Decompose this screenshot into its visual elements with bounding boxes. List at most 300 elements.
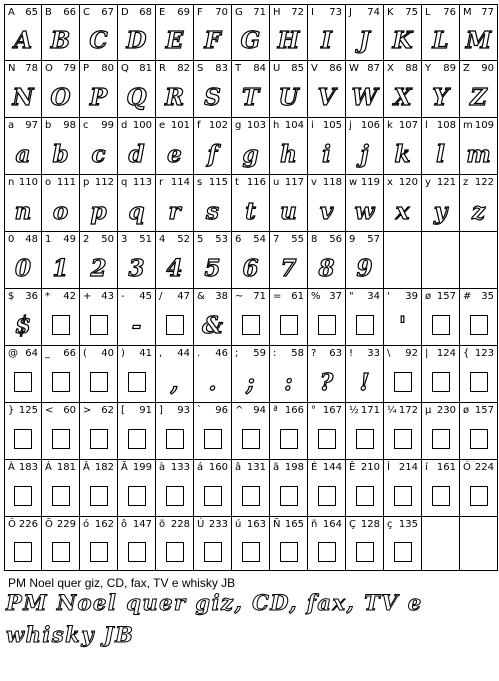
missing-glyph-box-icon	[128, 486, 146, 506]
glyph-cell	[346, 460, 384, 517]
missing-glyph-box-icon	[270, 309, 307, 341]
glyph-code-label: 120	[398, 177, 418, 188]
glyph-char-label: e	[159, 120, 166, 131]
glyph-cell	[232, 232, 270, 289]
glyph-cell	[270, 232, 308, 289]
missing-glyph-box-icon	[356, 429, 374, 449]
glyph-char-label: "	[349, 291, 354, 302]
glyph-code-label: 54	[253, 234, 266, 245]
glyph-cell	[118, 61, 156, 118]
glyph-sample: a	[15, 140, 31, 168]
glyph-code-label: 55	[291, 234, 304, 245]
glyph-sample: 0	[14, 254, 31, 282]
missing-glyph-box-icon	[166, 486, 184, 506]
glyph-code-label: 105	[322, 120, 342, 131]
glyph-cell	[308, 403, 346, 460]
glyph-char-label: L	[425, 7, 431, 18]
glyph-char-label: j	[349, 120, 352, 131]
glyph-code-label: 84	[253, 63, 266, 74]
glyph-code-label: 69	[177, 7, 190, 18]
glyph-cell	[384, 232, 422, 289]
missing-glyph-box-icon	[356, 542, 374, 562]
glyph-code-label: 43	[101, 291, 114, 302]
glyph-code-label: 115	[208, 177, 228, 188]
glyph-cell	[194, 517, 232, 571]
glyph-cell	[384, 289, 422, 346]
glyph-sample: 5	[204, 254, 221, 282]
glyph-sample: M	[465, 27, 492, 54]
glyph-sample: H	[277, 27, 300, 54]
glyph-code-label: 117	[284, 177, 304, 188]
glyph-code-label: 113	[132, 177, 152, 188]
glyph-cell	[384, 346, 422, 403]
glyph-code-label: 85	[291, 63, 304, 74]
glyph-char-label: 9	[349, 234, 356, 245]
glyph-cell	[308, 460, 346, 517]
glyph-char-label: =	[273, 291, 282, 302]
missing-glyph-box-icon	[384, 423, 421, 455]
glyph-char-label: ó	[83, 519, 90, 530]
missing-glyph-box-icon	[52, 372, 70, 392]
glyph-code-label: 172	[398, 405, 418, 416]
glyph-cell	[460, 346, 498, 403]
glyph-char-label: Z	[463, 63, 470, 74]
glyph-cell	[270, 61, 308, 118]
glyph-sample: l	[436, 140, 445, 168]
glyph-sample: 6	[242, 254, 259, 282]
glyph-cell	[308, 289, 346, 346]
glyph-code-label: 76	[443, 7, 456, 18]
glyph-code-label: 92	[405, 348, 418, 359]
glyph-code-label: 56	[329, 234, 342, 245]
glyph-code-label: 38	[215, 291, 228, 302]
glyph-code-label: 78	[25, 63, 38, 74]
glyph-cell	[384, 460, 422, 517]
glyph-sample	[422, 252, 459, 284]
glyph-sample: q	[128, 197, 145, 225]
glyph-sample: !	[359, 368, 370, 396]
missing-glyph-box-icon	[5, 480, 41, 512]
glyph-sample: P	[89, 83, 108, 111]
glyph-cell	[4, 289, 42, 346]
glyph-char-label: ~	[235, 291, 244, 302]
glyph-code-label: 229	[56, 519, 76, 530]
glyph-code-label: 86	[329, 63, 342, 74]
missing-glyph-box-icon	[52, 315, 70, 335]
missing-glyph-box-icon	[422, 480, 459, 512]
glyph-cell	[156, 460, 194, 517]
missing-glyph-box-icon	[80, 537, 117, 566]
glyph-char-label: Ó	[463, 462, 471, 473]
glyph-cell	[270, 403, 308, 460]
missing-glyph-box-icon	[280, 486, 298, 506]
glyph-cell	[156, 403, 194, 460]
glyph-cell	[80, 61, 118, 118]
glyph-code-label: 210	[360, 462, 380, 473]
glyph-code-label: 45	[139, 291, 152, 302]
glyph-cell	[422, 517, 460, 571]
character-map-grid	[4, 4, 498, 571]
glyph-char-label: !	[349, 348, 354, 359]
glyph-cell	[80, 289, 118, 346]
glyph-code-label: 66	[63, 7, 76, 18]
missing-glyph-box-icon	[14, 542, 32, 562]
glyph-cell	[4, 232, 42, 289]
glyph-char-label: U	[273, 63, 281, 74]
glyph-code-label: 98	[63, 120, 76, 131]
glyph-char-label: y	[425, 177, 431, 188]
glyph-cell	[460, 460, 498, 517]
glyph-code-label: 118	[322, 177, 342, 188]
glyph-sample: i	[322, 140, 331, 168]
glyph-cell	[232, 403, 270, 460]
missing-glyph-box-icon	[166, 429, 184, 449]
glyph-code-label: 81	[139, 63, 152, 74]
glyph-char-label: a	[8, 120, 15, 131]
glyph-char-label: 1	[45, 234, 52, 245]
glyph-code-label: 75	[405, 7, 418, 18]
missing-glyph-box-icon	[432, 372, 450, 392]
glyph-cell	[308, 175, 346, 232]
glyph-char-label: ?	[311, 348, 317, 359]
missing-glyph-box-icon	[128, 429, 146, 449]
glyph-cell	[384, 175, 422, 232]
glyph-cell	[270, 346, 308, 403]
missing-glyph-box-icon	[90, 429, 108, 449]
glyph-sample: ;	[246, 368, 255, 396]
glyph-sample: s	[206, 197, 219, 225]
glyph-char-label: ^	[235, 405, 244, 416]
glyph-sample: G	[240, 27, 261, 54]
glyph-char-label: I	[311, 7, 314, 18]
glyph-sample: x	[395, 197, 410, 225]
missing-glyph-box-icon	[232, 480, 269, 512]
missing-glyph-box-icon	[42, 366, 79, 398]
glyph-code-label: 39	[405, 291, 418, 302]
glyph-cell	[42, 460, 80, 517]
glyph-char-label: ô	[121, 519, 128, 530]
glyph-code-label: 147	[132, 519, 152, 530]
glyph-code-label: 50	[101, 234, 114, 245]
glyph-char-label: 0	[8, 234, 15, 245]
missing-glyph-box-icon	[384, 480, 421, 512]
glyph-sample: S	[204, 83, 221, 111]
glyph-code-label: 68	[139, 7, 152, 18]
glyph-sample: b	[52, 140, 69, 168]
glyph-char-label: á	[197, 462, 204, 473]
missing-glyph-box-icon	[394, 542, 412, 562]
glyph-code-label: 161	[436, 462, 456, 473]
glyph-sample: 7	[280, 254, 297, 282]
glyph-code-label: 228	[170, 519, 190, 530]
glyph-cell	[80, 232, 118, 289]
glyph-cell	[4, 403, 42, 460]
glyph-sample: w	[354, 197, 375, 225]
glyph-code-label: 34	[367, 291, 380, 302]
missing-glyph-box-icon	[14, 372, 32, 392]
glyph-code-label: 121	[436, 177, 456, 188]
glyph-cell	[194, 460, 232, 517]
glyph-cell	[42, 175, 80, 232]
glyph-code-label: 63	[329, 348, 342, 359]
glyph-code-label: 101	[170, 120, 190, 131]
glyph-code-label: 109	[474, 120, 494, 131]
glyph-cell	[346, 403, 384, 460]
glyph-char-label: H	[273, 7, 281, 18]
missing-glyph-box-icon	[118, 366, 155, 398]
glyph-char-label: #	[463, 291, 472, 302]
glyph-cell	[194, 4, 232, 61]
glyph-sample: g	[242, 140, 259, 168]
missing-glyph-box-icon	[5, 366, 41, 398]
glyph-cell	[270, 175, 308, 232]
glyph-code-label: 67	[101, 7, 114, 18]
glyph-char-label: Õ	[45, 519, 53, 530]
glyph-cell	[308, 232, 346, 289]
glyph-code-label: 144	[322, 462, 342, 473]
glyph-code-label: 198	[284, 462, 304, 473]
glyph-cell	[308, 4, 346, 61]
glyph-code-label: 35	[481, 291, 494, 302]
missing-glyph-box-icon	[460, 309, 497, 341]
missing-glyph-box-icon	[356, 486, 374, 506]
missing-glyph-box-icon	[422, 309, 459, 341]
glyph-code-label: 135	[398, 519, 418, 530]
glyph-char-label: r	[159, 177, 164, 188]
missing-glyph-box-icon	[5, 423, 41, 455]
missing-glyph-box-icon	[14, 486, 32, 506]
glyph-code-label: 99	[101, 120, 114, 131]
glyph-char-label: ã	[273, 462, 280, 473]
missing-glyph-box-icon	[308, 537, 345, 566]
glyph-char-label: Y	[425, 63, 432, 74]
glyph-code-label: 46	[215, 348, 228, 359]
glyph-cell	[156, 289, 194, 346]
missing-glyph-box-icon	[232, 537, 269, 566]
glyph-char-label: O	[45, 63, 53, 74]
glyph-code-label: 160	[208, 462, 228, 473]
glyph-char-label: 2	[83, 234, 90, 245]
glyph-code-label: 65	[25, 7, 38, 18]
glyph-cell	[42, 346, 80, 403]
glyph-sample: X	[393, 83, 412, 111]
missing-glyph-box-icon	[270, 423, 307, 455]
glyph-code-label: 52	[177, 234, 190, 245]
glyph-cell	[460, 289, 498, 346]
glyph-cell	[118, 517, 156, 571]
glyph-cell	[460, 118, 498, 175]
missing-glyph-box-icon	[156, 480, 193, 512]
glyph-cell	[232, 4, 270, 61]
glyph-char-label: u	[273, 177, 280, 188]
glyph-char-label: ª	[273, 405, 278, 416]
glyph-sample: h	[280, 140, 297, 168]
missing-glyph-box-icon	[356, 315, 374, 335]
missing-glyph-box-icon	[52, 542, 70, 562]
glyph-code-label: 104	[284, 120, 304, 131]
glyph-code-label: 106	[360, 120, 380, 131]
glyph-char-label: \	[387, 348, 391, 359]
glyph-char-label: Ú	[197, 519, 205, 530]
glyph-code-label: 97	[25, 120, 38, 131]
glyph-code-label: 51	[139, 234, 152, 245]
glyph-char-label: }	[8, 405, 15, 416]
glyph-cell	[232, 517, 270, 571]
glyph-code-label: 102	[208, 120, 228, 131]
glyph-char-label: â	[235, 462, 242, 473]
missing-glyph-box-icon	[242, 315, 260, 335]
missing-glyph-box-icon	[384, 366, 421, 398]
glyph-sample: F	[204, 27, 221, 54]
glyph-cell	[80, 118, 118, 175]
glyph-cell	[118, 4, 156, 61]
glyph-code-label: 40	[101, 348, 114, 359]
glyph-char-label: o	[45, 177, 52, 188]
glyph-char-label: $	[8, 291, 15, 302]
glyph-cell	[346, 4, 384, 61]
glyph-char-label: ½	[349, 405, 359, 416]
glyph-sample: k	[394, 140, 411, 168]
glyph-code-label: 62	[101, 405, 114, 416]
glyph-sample: 8	[318, 254, 335, 282]
sample-text-line-1: PM Noel quer giz, CD, fax, TV e	[6, 590, 423, 615]
missing-glyph-box-icon	[460, 480, 497, 512]
glyph-code-label: 53	[215, 234, 228, 245]
glyph-code-label: 71	[253, 291, 266, 302]
glyph-sample: V	[317, 83, 336, 111]
glyph-cell	[232, 460, 270, 517]
glyph-sample	[422, 537, 459, 566]
glyph-code-label: 61	[291, 291, 304, 302]
glyph-code-label: 59	[253, 348, 266, 359]
missing-glyph-box-icon	[242, 429, 260, 449]
missing-glyph-box-icon	[318, 429, 336, 449]
glyph-code-label: 64	[25, 348, 38, 359]
glyph-code-label: 111	[56, 177, 76, 188]
glyph-cell	[232, 289, 270, 346]
glyph-code-label: 71	[253, 7, 266, 18]
glyph-cell	[4, 517, 42, 571]
glyph-cell	[270, 4, 308, 61]
glyph-cell	[422, 232, 460, 289]
glyph-char-label: A	[8, 7, 15, 18]
missing-glyph-box-icon	[308, 480, 345, 512]
glyph-char-label: w	[349, 177, 358, 188]
missing-glyph-box-icon	[128, 542, 146, 562]
glyph-sample	[384, 252, 421, 284]
glyph-sample: T	[241, 83, 260, 111]
glyph-char-label: Í	[387, 462, 390, 473]
glyph-char-label: t	[235, 177, 239, 188]
glyph-code-label: 77	[481, 7, 494, 18]
glyph-cell	[118, 346, 156, 403]
glyph-sample: L	[432, 27, 449, 54]
glyph-code-label: 87	[367, 63, 380, 74]
glyph-cell	[308, 346, 346, 403]
glyph-char-label: ø	[425, 291, 432, 302]
glyph-char-label: N	[8, 63, 16, 74]
glyph-code-label: 94	[253, 405, 266, 416]
missing-glyph-box-icon	[128, 372, 146, 392]
missing-glyph-box-icon	[242, 542, 260, 562]
missing-glyph-box-icon	[460, 423, 497, 455]
glyph-cell	[346, 232, 384, 289]
glyph-char-label: [	[121, 405, 125, 416]
glyph-code-label: 37	[329, 291, 342, 302]
glyph-code-label: 44	[177, 348, 190, 359]
glyph-cell	[118, 289, 156, 346]
missing-glyph-box-icon	[422, 423, 459, 455]
glyph-char-label: -	[121, 291, 125, 302]
glyph-cell	[156, 61, 194, 118]
missing-glyph-box-icon	[166, 542, 184, 562]
glyph-sample: U	[278, 83, 299, 111]
glyph-cell	[80, 346, 118, 403]
glyph-cell	[270, 289, 308, 346]
glyph-char-label: W	[349, 63, 359, 74]
glyph-cell	[384, 61, 422, 118]
glyph-char-label: _	[45, 348, 50, 359]
glyph-char-label: |	[425, 348, 429, 359]
glyph-char-label: x	[387, 177, 393, 188]
glyph-sample: $	[14, 311, 31, 339]
glyph-char-label: í	[425, 462, 428, 473]
glyph-cell	[156, 232, 194, 289]
glyph-code-label: 233	[208, 519, 228, 530]
glyph-char-label: E	[159, 7, 166, 18]
glyph-cell	[194, 118, 232, 175]
missing-glyph-box-icon	[90, 486, 108, 506]
glyph-cell	[346, 61, 384, 118]
glyph-cell	[4, 346, 42, 403]
glyph-char-label: ]	[159, 405, 163, 416]
glyph-char-label: Ô	[8, 519, 16, 530]
glyph-cell	[232, 346, 270, 403]
missing-glyph-box-icon	[52, 486, 70, 506]
missing-glyph-box-icon	[432, 486, 450, 506]
glyph-char-label: s	[197, 177, 203, 188]
glyph-sample: n	[14, 197, 32, 225]
missing-glyph-box-icon	[394, 372, 412, 392]
glyph-char-label: µ	[425, 405, 432, 416]
missing-glyph-box-icon	[242, 486, 260, 506]
glyph-char-label: J	[349, 7, 352, 18]
glyph-cell	[42, 232, 80, 289]
glyph-cell	[118, 460, 156, 517]
missing-glyph-box-icon	[422, 366, 459, 398]
glyph-cell	[308, 61, 346, 118]
glyph-code-label: 122	[474, 177, 494, 188]
missing-glyph-box-icon	[308, 309, 345, 341]
glyph-char-label: >	[83, 405, 92, 416]
glyph-char-label: )	[121, 348, 125, 359]
glyph-code-label: 133	[170, 462, 190, 473]
glyph-cell	[346, 175, 384, 232]
missing-glyph-box-icon	[80, 366, 117, 398]
missing-glyph-box-icon	[232, 423, 269, 455]
glyph-char-label: 7	[273, 234, 280, 245]
glyph-sample: v	[319, 197, 334, 225]
missing-glyph-box-icon	[346, 480, 383, 512]
glyph-code-label: 83	[215, 63, 228, 74]
glyph-code-label: 89	[443, 63, 456, 74]
glyph-cell	[384, 517, 422, 571]
glyph-char-label: d	[121, 120, 128, 131]
glyph-char-label: c	[83, 120, 89, 131]
missing-glyph-box-icon	[280, 429, 298, 449]
glyph-code-label: 123	[474, 348, 494, 359]
missing-glyph-box-icon	[470, 486, 488, 506]
